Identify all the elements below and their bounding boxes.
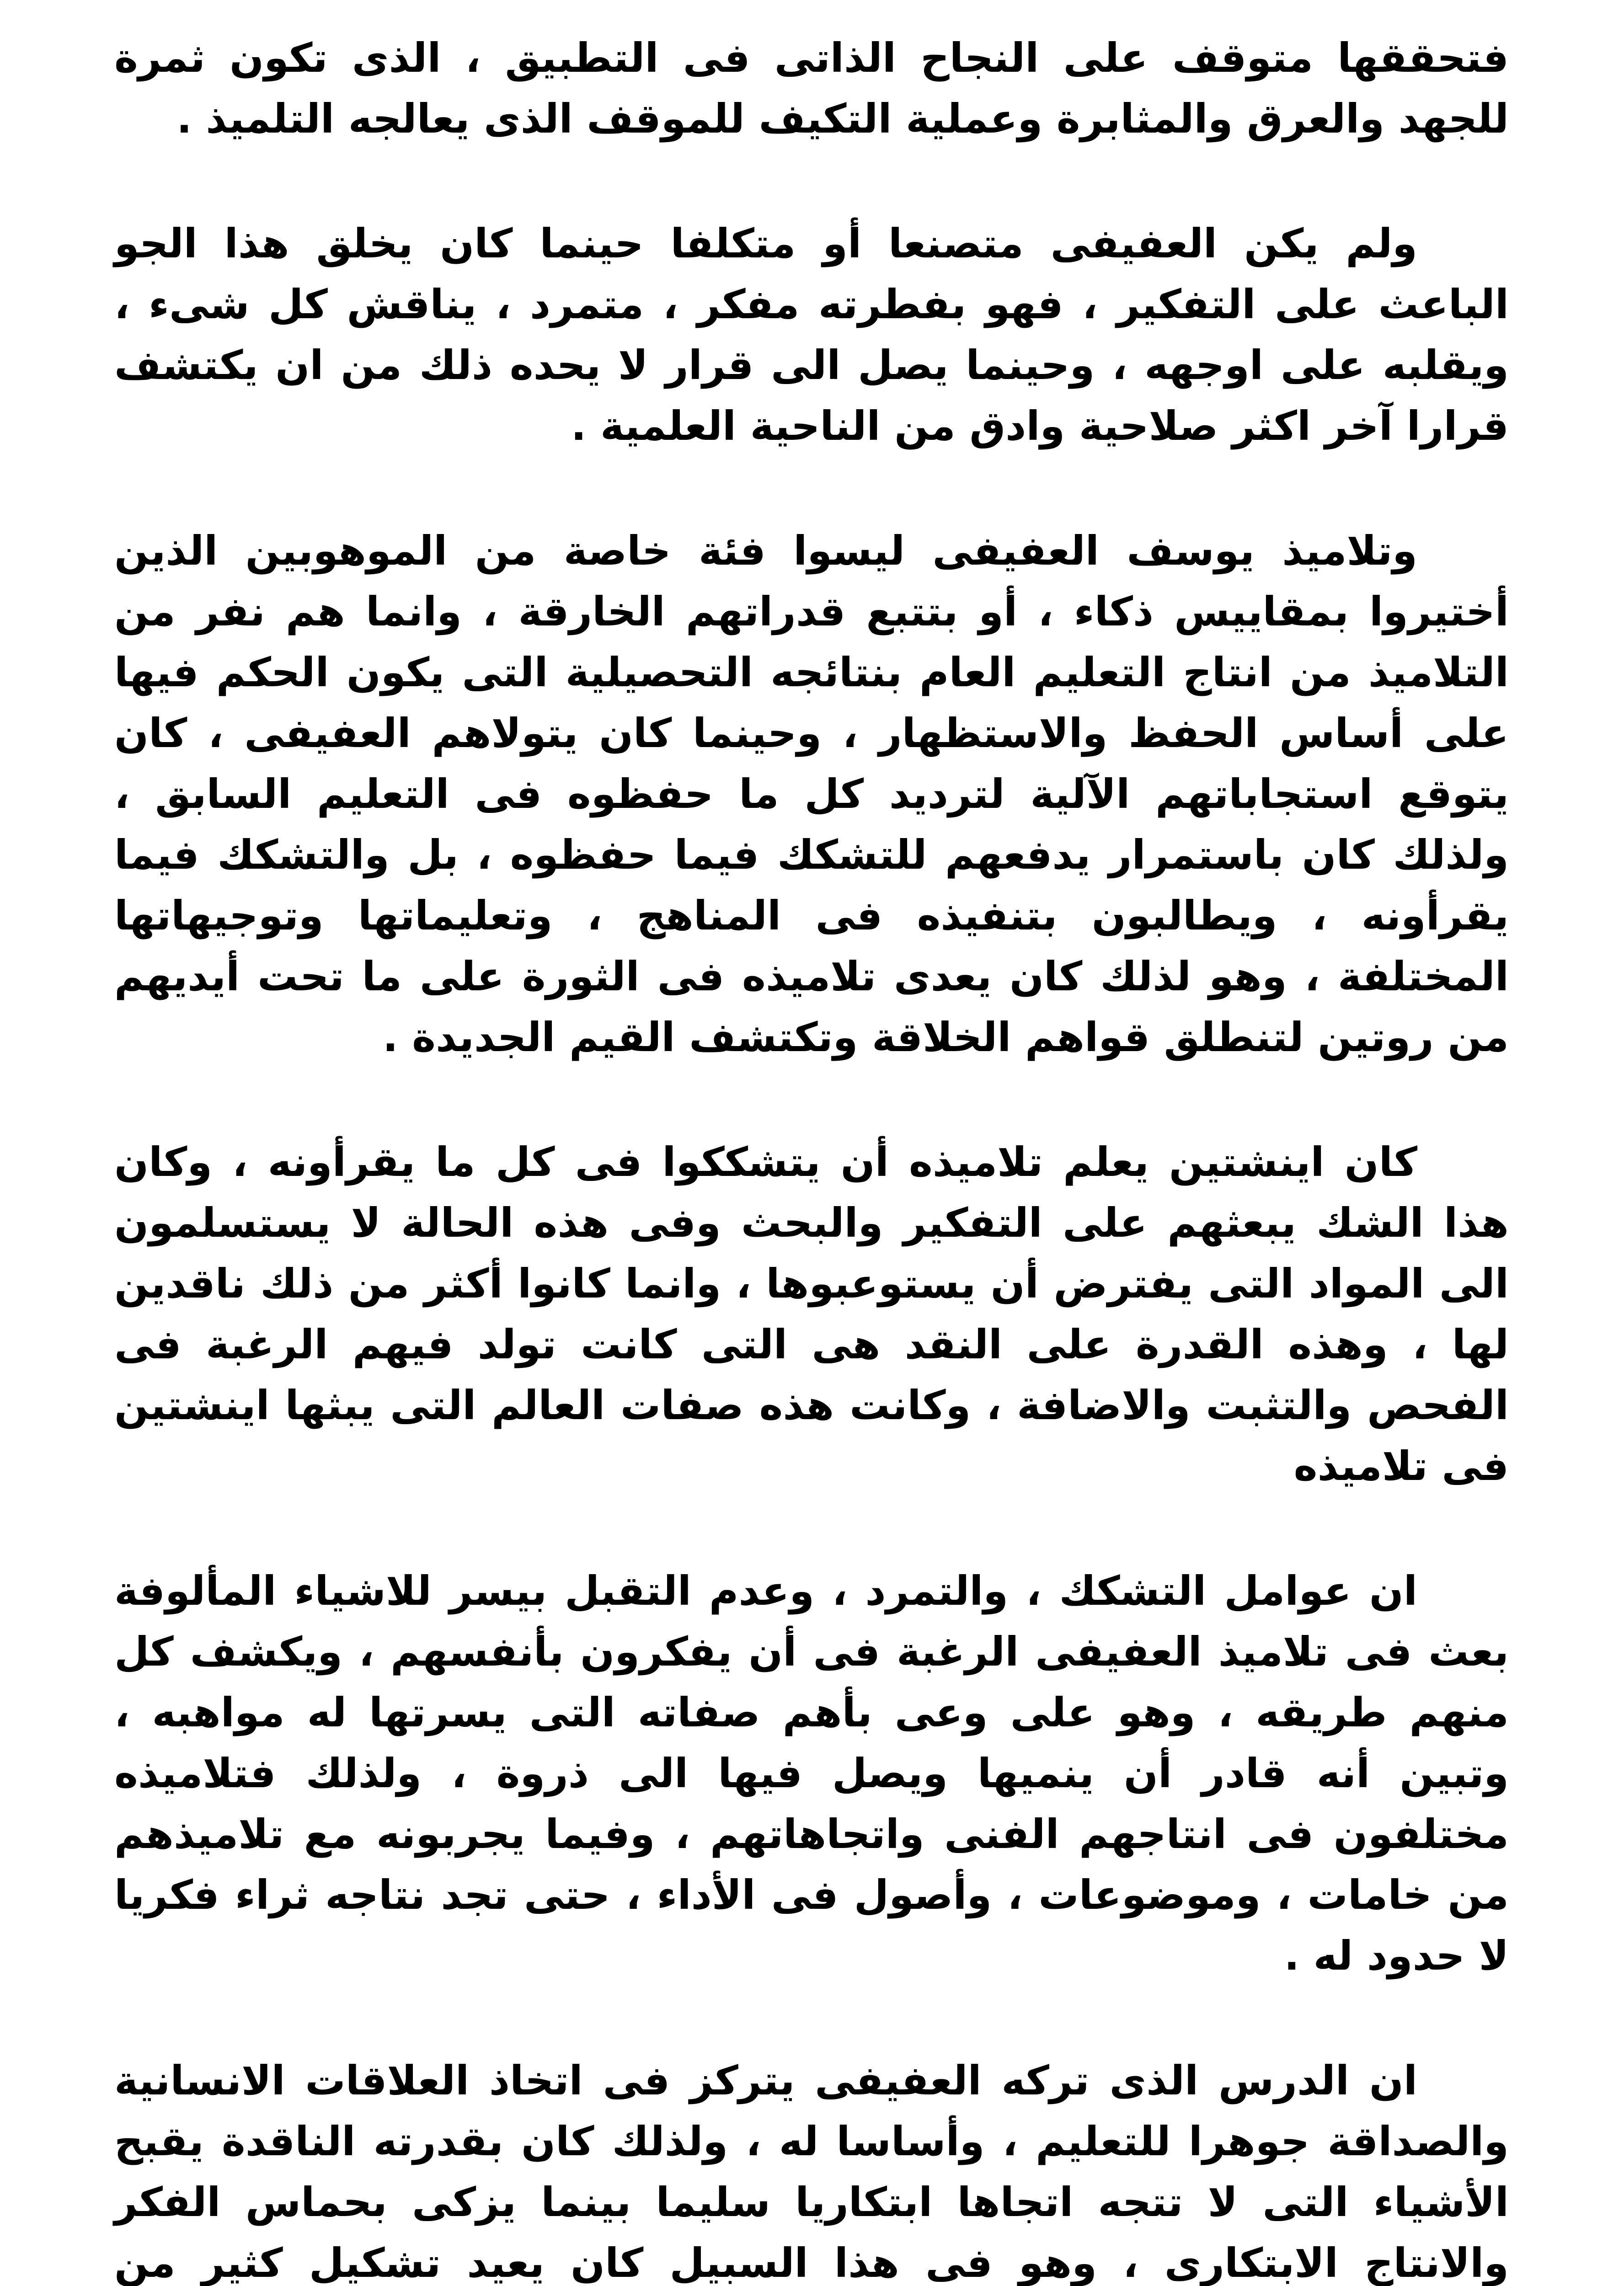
paragraph-5: ان عوامل التشكك ، والتمرد ، وعدم التقبل بيسر للاشياء المألوفة بعث فى تلاميذ العفيفى الرغبة فى أن يفكرون بأنفسهم ، ويكشف كل منهم طريقه ، وهو على وعى بأهم صفاته التى يسرتها له مواهبه ، وتبين أنه قادر أن ينميها ويصل فيها الى ذروة ، ولذلك فتلاميذه مختلفون فى انتاجهم الفنى واتجاهاتهم ، وفيما يجربونه مع تلاميذهم من خامات ، وموضوعات ، وأصول فى الأداء ، حتى تجد نتاجه ثراء فكريا لا حدود له . — [114, 1567, 1509, 1979]
paragraph-6: ان الدرس الذى تركه العفيفى يتركز فى اتخاذ العلاقات الانسانية والصداقة جوهرا للتعليم ، وأساسا له ، ولذلك كان بقدرته الناقدة يقبح الأشياء التى لا تتجه اتجاها ابتكاريا سليما بينما يزكى بحماس الفكر والانتاج الابتكارى ، وهو فى هذا السبيل كان يعيد تشكيل كثير من — [114, 2057, 1509, 2286]
paragraph-4: كان اينشتين يعلم تلاميذه أن يتشككوا فى كل ما يقرأونه ، وكان هذا الشك يبعثهم على التفكير والبحث وفى هذه الحالة لا يستسلمون الى المواد التى يفترض أن يستوعبوها ، وانما كانوا أكثر من ذلك ناقدين لها ، وهذه القدرة على النقد هى التى كانت تولد فيهم الرغبة فى الفحص والتثبت والاضافة ، وكانت هذه صفات العالم التى يبثها اينشتين فى تلاميذه — [114, 1138, 1509, 1490]
paragraph-3: وتلاميذ يوسف العفيفى ليسوا فئة خاصة من الموهوبين الذين أختيروا بمقاييس ذكاء ، أو بتتبع قدراتهم الخارقة ، وانما هم نفر من التلاميذ من انتاج التعليم العام بنتائجه التحصيلية التى يكون الحكم فيها على أساس الحفظ والاستظهار ، وحينما كان يتولاهم العفيفى ، كان يتوقع استجاباتهم الآلية لترديد كل ما حفظوه فى التعليم السابق ، ولذلك كان باستمرار يدفعهم للتشكك فيما حفظوه ، بل والتشكك فيما يقرأونه ، ويطالبون بتنفيذه فى المناهج ، وتعليماتها وتوجيهاتها المختلفة ، وهو لذلك كان يعدى تلاميذه فى الثورة على ما تحت أيديهم من روتين لتنطلق قواهم الخلاقة وتكتشف القيم الجديدة . — [114, 527, 1509, 1061]
paragraph-1: فتحققها متوقف على النجاح الذاتى فى التطبيق ، الذى تكون ثمرة للجهد والعرق والمثابرة وعملية التكيف للموقف الذى يعالجه التلميذ . — [114, 34, 1509, 142]
paragraph-2: ولم يكن العفيفى متصنعا أو متكلفا حينما كان يخلق هذا الجو الباعث على التفكير ، فهو بفطرته مفكر ، متمرد ، يناقش كل شىء ، ويقلبه على اوجهه ، وحينما يصل الى قرار لا يحده ذلك من ان يكتشف قرارا آخر اكثر صلاحية وادق من الناحية العلمية . — [114, 220, 1509, 449]
document-page — [114, 27, 1509, 2286]
